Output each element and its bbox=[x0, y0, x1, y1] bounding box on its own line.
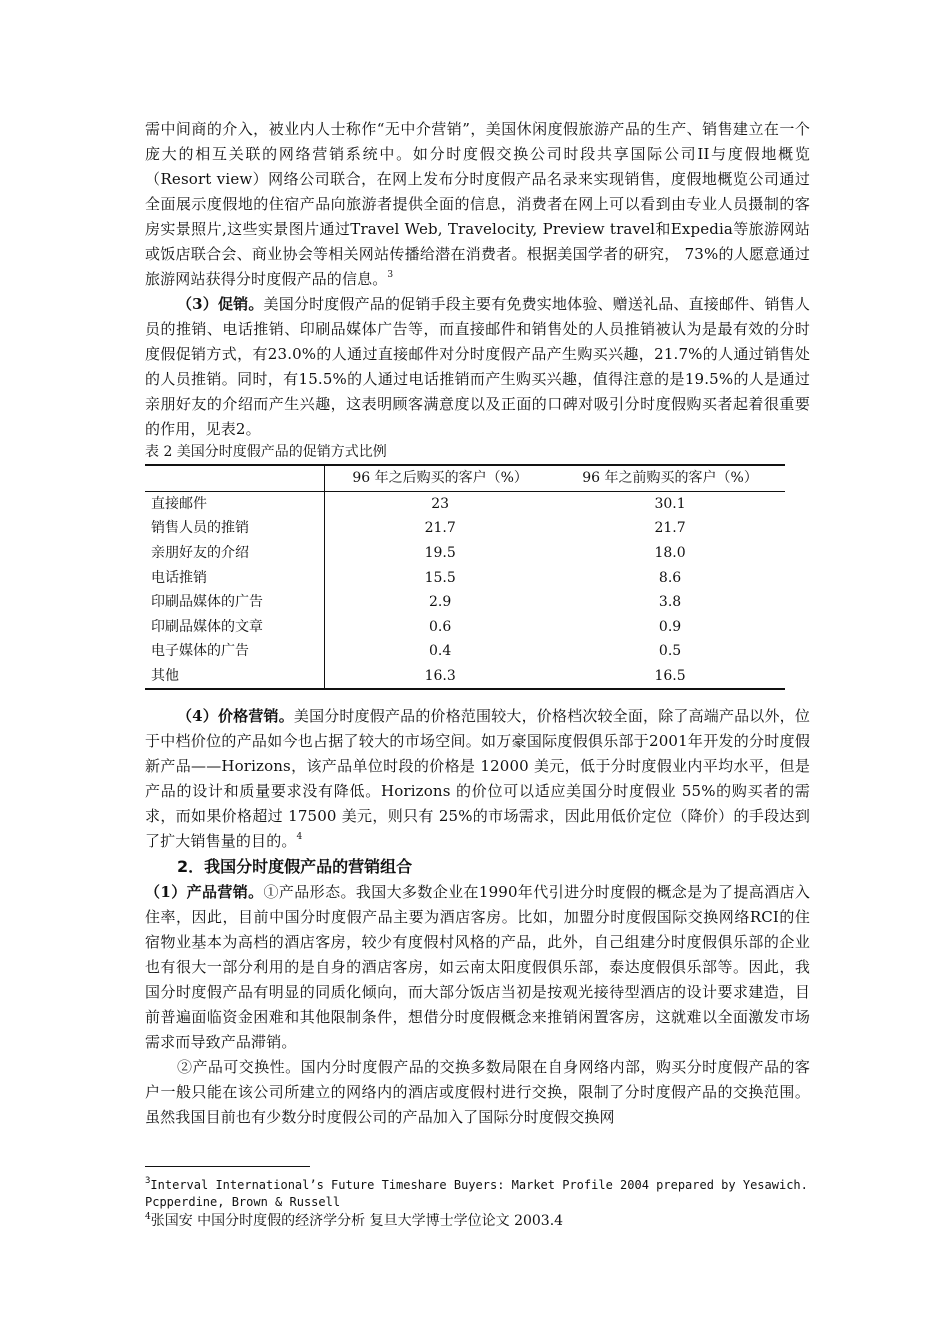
value-after-96: 21.7 bbox=[424, 520, 456, 537]
col-header-after-96: 96 年之后购买的客户（%） bbox=[325, 465, 555, 491]
value-after-96: 19.5 bbox=[424, 545, 456, 562]
footnote-4: $^4$张国安 中国分时度假的经济学分析 复旦大学博士学位论文 2003.4 bbox=[145, 1212, 564, 1229]
table-row bbox=[145, 516, 785, 541]
value-after-96: 2.9 bbox=[429, 594, 452, 611]
paragraph-promotion: （3）促销。美国分时度假产品的促销手段主要有免费实地体验、赠送礼品、直接邮件、销售人员的推销、电话推销、印刷品媒体广告等，而直接邮件和销售处的人员推销被认为是最有效的分时度假促销方式，有23.0%的人通过直接邮件对分时度假产品产生购买兴趣，21.7%的人通过销售处的人员推销。同时，有15.5%的人通过电话推销而产生购买兴趣，值得注意的是19.5%的人是通过亲朋好友的介绍而产生兴趣，这表明顾客满意度以及正面的口碑对吸引分时度假购买者起着很重要的作用，见表2。 bbox=[145, 295, 811, 438]
col-header-before-96: 96 年之前购买的客户（%） bbox=[555, 465, 785, 491]
paragraph-online-marketing: 需中间商的介入，被业内人士称作“无中介营销”，美国休闲度假旅游产品的生产、销售建立在一个庞大的相互关联的网络营销系统中。如分时度假交换公司时段共享国际公司II与度假地概览（Resort view）网络公司联合，在网上发布分时度假产品名录来实现销售，度假地概览公司通过全面展示度假地的住宿产品向旅游者提供全面的信息，消费者在网上可以看到由专业人员摄制的客房实景照片,这些实景图片通过Travel Web, Travelocity, Preview travel和Expedia等旅游网站或饭店联合会、商业协会等相关网站传播给潜在消费者。根据美国学者的研究， 73%的人愿意通过旅游网站获得分时度假产品的信息。$^3$ bbox=[145, 120, 810, 288]
footnotes bbox=[145, 1166, 810, 1231]
footnote-divider bbox=[145, 1166, 310, 1167]
table-row bbox=[145, 565, 785, 590]
value-before-96: 30.1 bbox=[654, 495, 686, 512]
row-label: 其他 bbox=[145, 664, 325, 690]
row-label: 销售人员的推销 bbox=[145, 516, 325, 541]
row-label: 亲朋好友的介绍 bbox=[145, 541, 325, 566]
value-before-96: 0.9 bbox=[658, 618, 682, 635]
table-row bbox=[145, 491, 785, 516]
table-row bbox=[145, 615, 785, 640]
value-before-96: 18.0 bbox=[654, 545, 686, 562]
paragraph-price-marketing: （4）价格营销。美国分时度假产品的价格范围较大，价格档次较全面，除了高端产品以外，位于中档价位的产品如今也占据了较大的市场空间。如万豪国际度假俱乐部于2001年开发的分时度假新产品——Horizons，该产品单位时段的价格是 12000 美元，低于分时度假业内平均水平，但是产品的设计和质量要求没有降低。Horizons 的价位可以适应美国分时度假业 55%的购买者的需求，而如果价格超过 17500 美元，则只有 25%的市场需求，因此用低价定位（降价）的手段达到了扩大销售量的目的。$^4$ bbox=[145, 707, 811, 851]
table-row bbox=[145, 541, 785, 566]
paragraph-product-marketing: （1）产品营销。①产品形态。我国大多数企业在1990年代引进分时度假的概念是为了提高酒店入住率，因此，目前中国分时度假产品主要为酒店客房。比如，加盟分时度假国际交换网络RCI的住宿物业基本为高档的酒店客房，较少有度假村风格的产品，此外，自己组建分时度假俱乐部的企业也有很大一部分利用的是自身的酒店客房，如云南太阳度假俱乐部，泰达度假俱乐部等。因此，我国分时度假产品有明显的同质化倾向，而大部分饭店当初是按观光接待型酒店的设计要求建造，目前普遍面临资金困难和其他限制条件，想借分时度假概念来推销闲置客房，这就难以全面激发市场需求而导致产品滞销。 bbox=[145, 883, 811, 1052]
row-label: 电话推销 bbox=[145, 565, 325, 590]
value-after-96: 0.4 bbox=[429, 643, 452, 660]
table-row bbox=[145, 590, 785, 615]
value-after-96: 15.5 bbox=[424, 569, 456, 586]
footnote-3: $^3$Interval International’s Future Timeshare Buyers: Market Profile 2004 prepared by Yesawich. Pcpperdine, Brown & Russell bbox=[145, 1176, 808, 1209]
table-header-row bbox=[145, 465, 785, 491]
value-before-96: 16.5 bbox=[555, 664, 785, 690]
promotion-lead: （3）促销。 bbox=[177, 295, 264, 313]
footnote-ref-3[interactable]: 3 bbox=[387, 270, 394, 280]
value-before-96: 3.8 bbox=[658, 594, 682, 611]
value-after-96: 16.3 bbox=[325, 664, 555, 690]
value-after-96: 0.6 bbox=[429, 618, 452, 635]
value-before-96: 8.6 bbox=[658, 569, 682, 586]
table-body bbox=[145, 491, 785, 689]
price-lead: （4）价格营销。 bbox=[177, 707, 294, 726]
section-heading: 2．我国分时度假产品的营销组合 bbox=[177, 857, 413, 877]
value-before-96: 0.5 bbox=[658, 643, 682, 660]
row-label: 电子媒体的广告 bbox=[145, 639, 325, 664]
row-label: 直接邮件 bbox=[145, 491, 325, 516]
table-row bbox=[145, 664, 785, 690]
table-caption: 表 2 美国分时度假产品的促销方式比例 bbox=[145, 444, 387, 460]
paragraph-exchangeability: ②产品可交换性。国内分时度假产品的交换多数局限在自身网络内部，购买分时度假产品的客户一般只能在该公司所建立的网络内的酒店或度假村进行交换，限制了分时度假产品的交换范围。虽然我国目前也有少数分时度假公司的产品加入了国际分时度假交换网 bbox=[145, 1058, 810, 1127]
footnote-ref-4[interactable]: 4 bbox=[296, 832, 303, 843]
value-before-96: 21.7 bbox=[654, 520, 686, 537]
table-header-blank bbox=[145, 465, 325, 491]
value-after-96: 23 bbox=[431, 495, 450, 512]
table-row bbox=[145, 639, 785, 664]
promotion-table bbox=[145, 464, 785, 690]
row-label: 印刷品媒体的广告 bbox=[145, 590, 325, 615]
row-label: 印刷品媒体的文章 bbox=[145, 615, 325, 640]
product-lead: （1）产品营销。 bbox=[145, 883, 264, 902]
document-body bbox=[145, 117, 810, 1130]
